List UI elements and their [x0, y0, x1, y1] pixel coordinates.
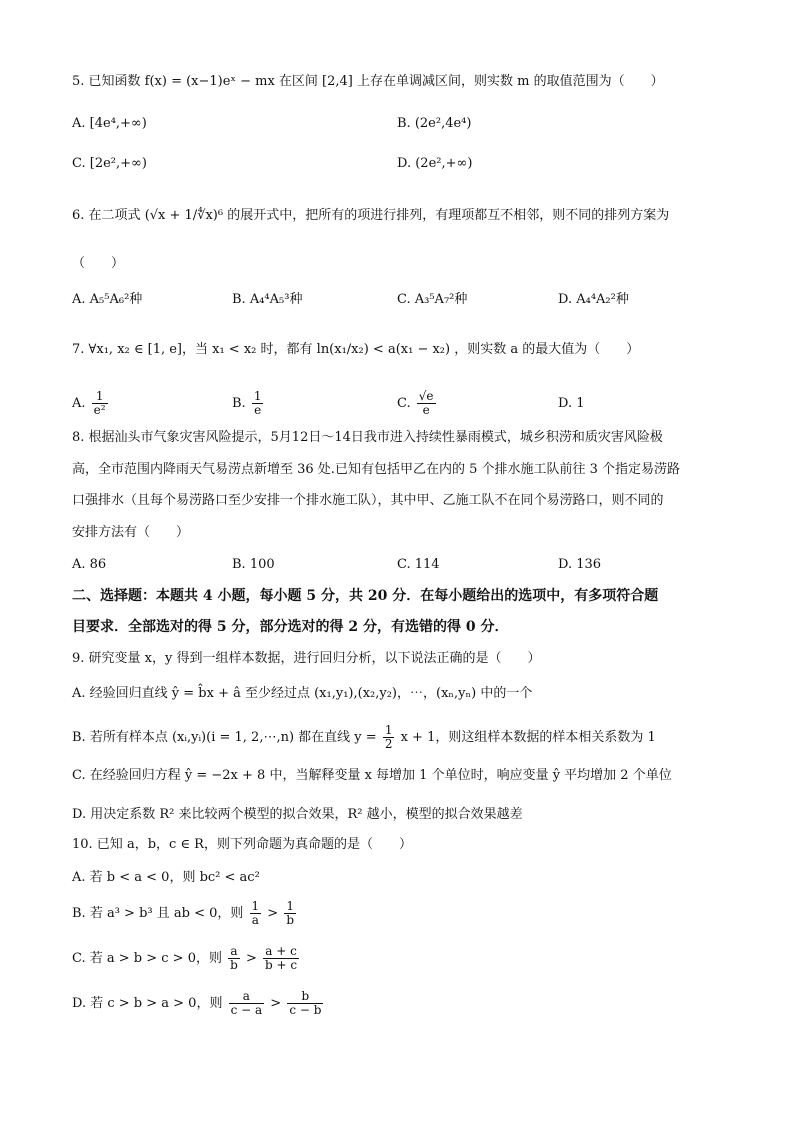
q7-option-b-den: e — [254, 403, 262, 417]
q5-option-d: D. (2e²,+∞) — [397, 156, 473, 171]
q5-stem: 5. 已知函数 f(x) = (x−1)eˣ − mx 在区间 [2,4] 上存在单调减区间，则实数 m 的取值范围为（ ） — [72, 74, 664, 89]
q7-option-c-letter: C. — [397, 396, 411, 411]
q10-option-c-right-den: b + c — [265, 958, 298, 972]
section-2-heading-line-1: 二、选择题：本题共 4 小题，每小题 5 分，共 20 分．在每小题给出的选项中，有多项符合题 — [72, 588, 659, 604]
q7-stem — [72, 340, 639, 360]
q10-option-c-prefix: C. 若 a > b > c > 0，则 — [72, 951, 222, 966]
q9-option-a: A. 经验回归直线 ŷ = b̂x + â 至少经过点 (x₁,y₁),(x₂,y₂)，⋯，(xₙ,yₙ) 中的一个 — [72, 686, 533, 701]
q10-option-b-right-fraction — [284, 900, 296, 927]
q10-option-b-prefix: B. 若 a³ > b³ 且 ab < 0，则 — [72, 906, 244, 921]
q7-option-b — [232, 390, 265, 417]
q10-option-d — [72, 990, 325, 1017]
q9-option-b — [72, 724, 656, 751]
q9-option-d: D. 用决定系数 R² 来比较两个模型的拟合效果，R² 越小，模型的拟合效果越差 — [72, 807, 523, 822]
q7-option-a-den: e² — [93, 403, 106, 417]
q10-option-b-gt: > — [267, 906, 279, 921]
q6-option-a: A. A₅⁵A₆²种 — [72, 292, 143, 307]
q10-option-b — [72, 900, 298, 927]
q10-option-d-right-den: c − b — [289, 1003, 322, 1017]
q7-option-c — [397, 390, 438, 417]
q10-option-b-left-num: 1 — [251, 899, 260, 913]
q7-option-b-num: 1 — [253, 389, 262, 403]
q8-option-d: D. 136 — [558, 557, 602, 572]
q6-option-b: B. A₄⁴A₅³种 — [232, 292, 303, 307]
q8-stem-line-3: 口强排水（且每个易涝路口至少安排一个排水施工队），其中甲、乙施工队不在同个易涝路口，则不同的 — [72, 493, 664, 508]
q7-option-b-letter: B. — [232, 396, 246, 411]
q5-option-b: B. (2e²,4e⁴) — [397, 116, 472, 131]
q10-option-a: A. 若 b < a < 0，则 bc² < ac² — [72, 870, 260, 885]
q10-option-d-gt: > — [270, 996, 282, 1011]
q7-inequality: ln(x₁/x₂) < a(x₁ − x₂) — [316, 342, 451, 357]
q8-stem-line-2: 高，全市范围内降雨天气易涝点新增至 36 处.已知有包括甲乙在内的 5 个排水施工队前往 3 个指定易涝路 — [72, 462, 681, 477]
q7-option-c-fraction — [417, 390, 436, 417]
q7-option-d: D. 1 — [558, 396, 585, 411]
q10-option-d-right-fraction — [287, 990, 323, 1017]
q5-option-c: C. [2e²,+∞) — [72, 156, 147, 171]
q10-option-c-left-den: b — [230, 958, 238, 972]
q5-option-a: A. [4e⁴,+∞) — [72, 116, 147, 131]
q6-option-d: D. A₄⁴A₂²种 — [558, 292, 629, 307]
q7-option-c-den: e — [422, 403, 430, 417]
q6-stem-suffix: 的展开式中，把所有的项进行排列，有理项都互不相邻，则不同的排列方案为 — [227, 208, 670, 223]
q10-option-b-left-fraction — [250, 900, 262, 927]
q10-option-d-prefix: D. 若 c > b > a > 0，则 — [72, 996, 223, 1011]
section-2-heading-line-2: 目要求．全部选对的得 5 分，部分选对的得 2 分，有选错的得 0 分． — [72, 619, 509, 635]
q10-option-c-left-num: a — [228, 945, 240, 959]
q9-option-b-prefix: B. 若所有样本点 (xᵢ,yᵢ)(i = 1, 2,⋯,n) 都在直线 y = — [72, 730, 377, 745]
q7-option-a — [72, 390, 110, 417]
q10-option-d-left-num: a — [229, 990, 265, 1004]
q10-stem: 10. 已知 a，b，c ∈ R，则下列命题为真命题的是（ ） — [72, 837, 412, 852]
q7-option-a-fraction — [92, 390, 108, 417]
q10-option-c-left-fraction — [228, 945, 240, 972]
q6-binomial: (√x + 1/∜x)⁶ — [144, 208, 224, 223]
q9-option-b-den: 2 — [384, 737, 393, 751]
q8-option-c: C. 114 — [397, 557, 440, 572]
q7-stem-suffix: ，则实数 a 的最大值为（ ） — [454, 342, 640, 357]
q7-option-a-num: 1 — [92, 390, 108, 404]
q10-option-b-right-den: b — [286, 913, 295, 927]
q8-stem-line-1: 8. 根据汕头市气象灾害风险提示，5月12日～14日我市进入持续性暴雨模式，城乡积涝和质灾害风险极 — [72, 430, 663, 445]
q10-option-c-gt: > — [245, 951, 257, 966]
q10-option-b-right-num: 1 — [284, 900, 296, 914]
q9-option-b-num: 1 — [384, 723, 393, 737]
q6-stem — [72, 206, 669, 226]
q9-stem: 9. 研究变量 x，y 得到一组样本数据，进行回归分析，以下说法正确的是（ ） — [72, 651, 541, 666]
q8-option-a: A. 86 — [72, 557, 107, 572]
q10-option-d-left-den: c − a — [230, 1003, 263, 1017]
q9-option-c: C. 在经验回归方程 ŷ = −2x + 8 中，当解释变量 x 每增加 1 个单位时，响应变量 ŷ 平均增加 2 个单位 — [72, 768, 672, 783]
q7-option-a-letter: A. — [72, 396, 86, 411]
q10-option-c-right-num: a + c — [263, 945, 299, 959]
q6-answer-paren: （ ） — [72, 256, 125, 271]
q10-option-c-right-fraction — [263, 945, 299, 972]
q9-option-b-suffix: x + 1，则这组样本数据的样本相关系数为 1 — [400, 730, 656, 745]
q7-stem-prefix: 7. ∀x₁, x₂ ∈ [1, e]，当 x₁ < x₂ 时，都有 — [72, 342, 313, 357]
q10-option-c — [72, 945, 301, 972]
q10-option-d-left-fraction — [229, 990, 265, 1017]
q8-stem-line-4: 安排方法有（ ） — [72, 525, 190, 540]
q6-stem-prefix: 6. 在二项式 — [72, 208, 141, 223]
q10-option-d-right-num: b — [287, 990, 323, 1004]
q6-option-c: C. A₃⁵A₇²种 — [397, 292, 468, 307]
q8-option-b: B. 100 — [232, 557, 275, 572]
q9-option-b-fraction — [383, 724, 395, 751]
q10-option-b-left-den: a — [251, 913, 259, 927]
q7-option-c-num: √e — [418, 389, 434, 403]
q7-option-b-fraction — [252, 390, 264, 417]
